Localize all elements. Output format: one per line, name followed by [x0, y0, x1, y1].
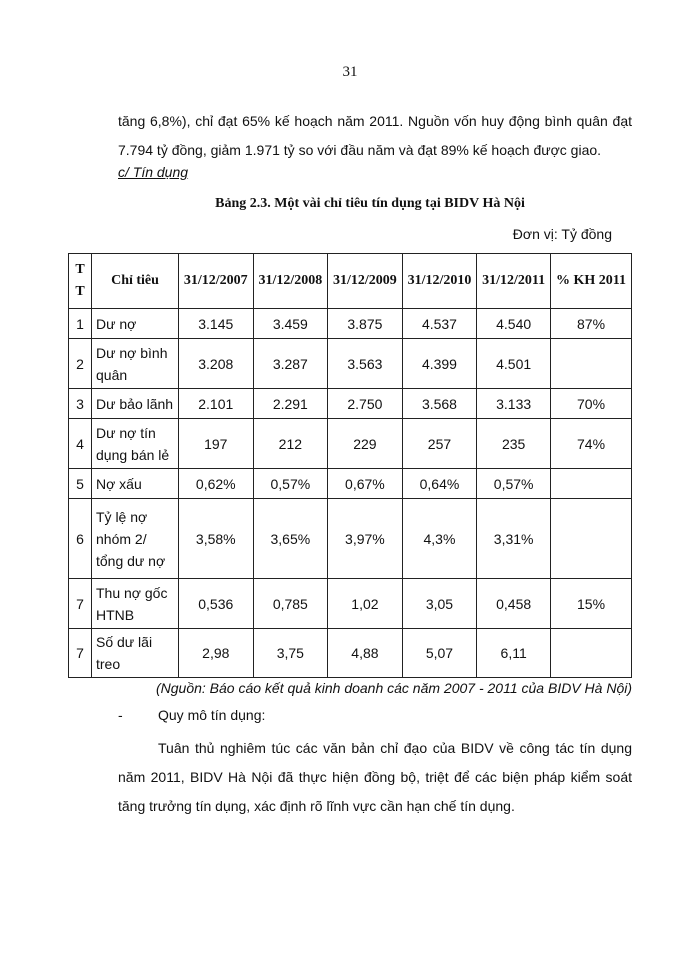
cell-indicator: Dư bảo lãnh [92, 389, 179, 419]
cell-plan-pct: 74% [551, 419, 632, 469]
cell-2008: 3.287 [253, 339, 328, 389]
cell-2010: 3,05 [402, 579, 477, 629]
cell-2008: 0,57% [253, 469, 328, 499]
header-2011: 31/12/2011 [477, 254, 551, 309]
header-2007: 31/12/2007 [179, 254, 254, 309]
cell-2007: 197 [179, 419, 254, 469]
cell-plan-pct [551, 469, 632, 499]
cell-2009: 3,97% [328, 499, 403, 579]
cell-2009: 2.750 [328, 389, 403, 419]
cell-2007: 3,58% [179, 499, 254, 579]
credit-indicators-table [68, 253, 632, 678]
header-indicator: Chỉ tiêu [92, 254, 179, 309]
cell-2007: 0,62% [179, 469, 254, 499]
cell-indicator: Tỷ lệ nợ nhóm 2/ tổng dư nợ [92, 499, 179, 579]
cell-2010: 4,3% [402, 499, 477, 579]
cell-2009: 0,67% [328, 469, 403, 499]
header-2009: 31/12/2009 [328, 254, 403, 309]
cell-plan-pct [551, 339, 632, 389]
table-title: Bảng 2.3. Một vài chỉ tiêu tín dụng tại BIDV Hà Nội [215, 196, 525, 211]
cell-2010: 257 [402, 419, 477, 469]
table-row [69, 309, 632, 339]
cell-2008: 3.459 [253, 309, 328, 339]
table-header-row [69, 254, 632, 309]
table-body [69, 309, 632, 678]
cell-plan-pct: 87% [551, 309, 632, 339]
cell-plan-pct: 15% [551, 579, 632, 629]
cell-indicator: Nợ xấu [92, 469, 179, 499]
table-source: (Nguồn: Báo cáo kết quả kinh doanh các năm 2007 - 2011 của BIDV Hà Nội) [155, 680, 632, 696]
cell-2011: 3,31% [477, 499, 551, 579]
cell-2009: 229 [328, 419, 403, 469]
cell-2008: 0,785 [253, 579, 328, 629]
cell-plan-pct [551, 499, 632, 579]
header-plan-pct: % KH 2011 [551, 254, 632, 309]
cell-2010: 0,64% [402, 469, 477, 499]
section-heading-credit: c/ Tín dụng [118, 164, 189, 180]
table-unit: Đơn vị: Tỷ đồng [512, 226, 612, 242]
header-tt: T T [69, 254, 92, 309]
cell-2011: 6,11 [477, 629, 551, 678]
table-row [69, 339, 632, 389]
bullet-text: Quy mô tín dụng: [158, 707, 266, 723]
cell-2009: 1,02 [328, 579, 403, 629]
cell-indicator: Thu nợ gốc HTNB [92, 579, 179, 629]
table-row [69, 499, 632, 579]
cell-indicator: Dư nợ bình quân [92, 339, 179, 389]
bullet-item [118, 707, 265, 723]
cell-2007: 3.208 [179, 339, 254, 389]
cell-2011: 4.540 [477, 309, 551, 339]
cell-indicator: Số dư lãi treo [92, 629, 179, 678]
cell-2007: 2.101 [179, 389, 254, 419]
table-row [69, 579, 632, 629]
table-row [69, 629, 632, 678]
header-2008: 31/12/2008 [253, 254, 328, 309]
cell-2011: 4.501 [477, 339, 551, 389]
cell-2008: 3,75 [253, 629, 328, 678]
cell-tt: 7 [69, 579, 92, 629]
cell-2008: 2.291 [253, 389, 328, 419]
cell-tt: 1 [69, 309, 92, 339]
cell-2009: 3.563 [328, 339, 403, 389]
cell-indicator: Dư nợ [92, 309, 179, 339]
cell-2007: 0,536 [179, 579, 254, 629]
cell-tt: 7 [69, 629, 92, 678]
table-row [69, 389, 632, 419]
cell-2007: 2,98 [179, 629, 254, 678]
cell-plan-pct [551, 629, 632, 678]
cell-2010: 3.568 [402, 389, 477, 419]
cell-2009: 3.875 [328, 309, 403, 339]
cell-indicator: Dư nợ tín dụng bán lẻ [92, 419, 179, 469]
cell-2011: 3.133 [477, 389, 551, 419]
cell-2011: 0,458 [477, 579, 551, 629]
cell-plan-pct: 70% [551, 389, 632, 419]
cell-2011: 0,57% [477, 469, 551, 499]
header-2010: 31/12/2010 [402, 254, 477, 309]
cell-tt: 5 [69, 469, 92, 499]
cell-tt: 6 [69, 499, 92, 579]
paragraph-capital: tăng 6,8%), chỉ đạt 65% kế hoạch năm 2011. Nguồn vốn huy động bình quân đạt 7.794 tỷ đồng, giảm 1.971 tỷ so với đầu năm và đạt 89% kế hoạch được giao. [118, 113, 632, 158]
cell-2010: 5,07 [402, 629, 477, 678]
cell-tt: 3 [69, 389, 92, 419]
bullet-marker: - [118, 707, 123, 723]
cell-2010: 4.537 [402, 309, 477, 339]
table-row [69, 469, 632, 499]
cell-2011: 235 [477, 419, 551, 469]
cell-2008: 212 [253, 419, 328, 469]
cell-2007: 3.145 [179, 309, 254, 339]
cell-2008: 3,65% [253, 499, 328, 579]
table-row [69, 419, 632, 469]
cell-tt: 4 [69, 419, 92, 469]
paragraph-credit-scale: Tuân thủ nghiêm túc các văn bản chỉ đạo của BIDV về công tác tín dụng năm 2011, BIDV Hà Nội đã thực hiện đồng bộ, triệt để các biện pháp kiểm soát tăng trưởng tín dụng, xác định rõ lĩnh vực cần hạn chế tín dụng. [118, 740, 632, 814]
cell-tt: 2 [69, 339, 92, 389]
page-number: 31 [342, 64, 358, 80]
cell-2010: 4.399 [402, 339, 477, 389]
cell-2009: 4,88 [328, 629, 403, 678]
